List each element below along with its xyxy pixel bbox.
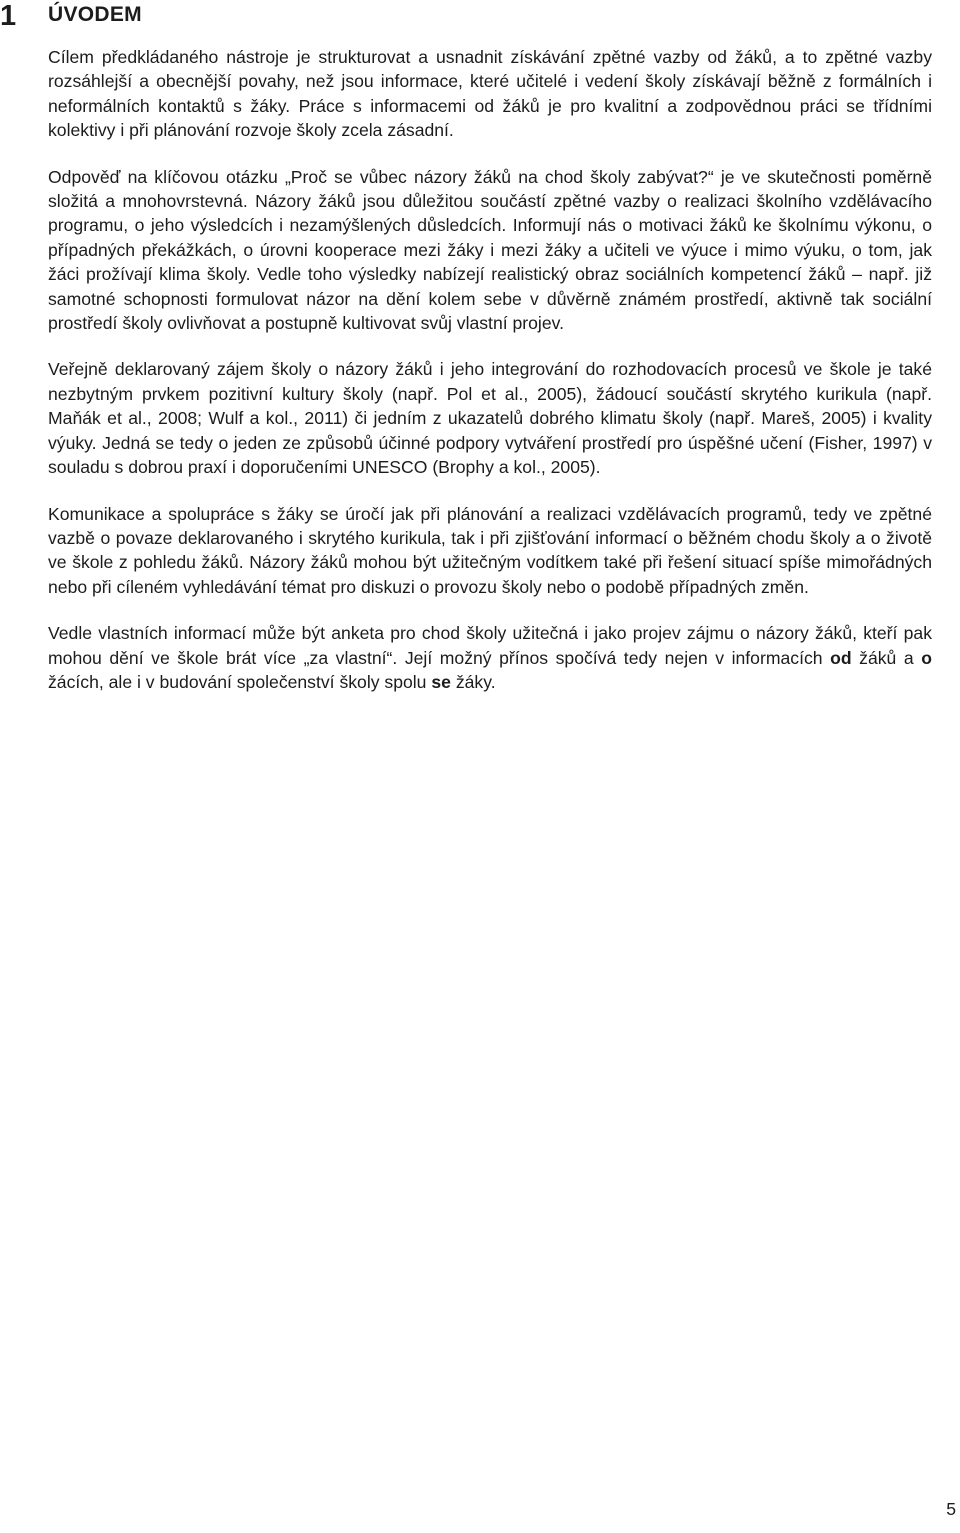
page-number: 5	[946, 1499, 956, 1519]
text-segment: žáky.	[450, 671, 496, 692]
emphasis-se: se	[431, 671, 451, 692]
paragraph-school-culture: Veřejně deklarovaný zájem školy o názory žáků i jeho integrování do rozhodovacích procesů ve škole je také nezbytným prvkem pozitivní kultury školy (např. Pol et al., 2005), žádoucí součástí skrytého kurikula (např. Maňák et al., 2008; Wulf a kol., 2011) či jedním z ukazatelů dobrého klimatu školy (např. Mareš, 2005) i kvality výuky. Jedná se tedy o jeden ze způsobů účinné podpory vytváření prostředí pro úspěšné učení (Fisher, 1997) v souladu s dobrou praxí i doporučeními UNESCO (Brophy a kol., 2005).	[48, 359, 932, 478]
paragraph-key-question: Odpověď na klíčovou otázku „Proč se vůbec názory žáků na chod školy zabývat?“ je ve skutečnosti poměrně složitá a mnohovrstevná. Názory žáků jsou důležitou součástí zpětné vazby o realizaci školního vzdělávacího programu, o jeho výsledcích i nezamýšlených důsledcích. Informují nás o motivaci žáků ke školnímu výkonu, o případných překážkách, o úrovni kooperace mezi žáky i mezi žáky a učiteli ve výuce i mimo výuku, o tom, jak žáci prožívají klima školy. Vedle toho výsledky nabízejí realistický obraz sociálních kompetencí žáků – např. již samotné schopnosti formulovat názor na dění kolem sebe v důvěrně známém prostředí, aktivně tak sociální prostředí školy ovlivňovat a postupně kultivovat svůj vlastní projev.	[48, 166, 932, 334]
emphasis-od: od	[830, 647, 852, 668]
paragraph-survey-benefit	[48, 621, 932, 694]
chapter-body	[48, 45, 932, 716]
chapter-title: ÚVODEM	[48, 3, 142, 26]
text-segment: Vedle vlastních informací může být anketa pro chod školy užitečná i jako projev zájmu o názory žáků, kteří pak mohou dění ve škole brát více „za vlastní“. Její možný přínos spočívá tedy nejen v informacích	[48, 623, 932, 668]
paragraph-intro: Cílem předkládaného nástroje je strukturovat a usnadnit získávání zpětné vazby od žáků, a to zpětné vazby rozsáhlejší a obecnější povahy, než jsou informace, které učitelé i vedení školy získávají běžně z formálních i neformálních kontaktů s žáky. Práce s informacemi od žáků je pro kvalitní a zodpovědnou práci se třídními kolektivy i při plánování rozvoje školy zcela zásadní.	[48, 47, 932, 141]
paragraph-communication: Komunikace a spolupráce s žáky se úročí jak při plánování a realizaci vzdělávacích programů, tedy ve zpětné vazbě o povaze deklarovaného i skrytého kurikula, tak i při zjišťování informací o běžném chodu školy a o životě ve škole z pohledu žáků. Názory žáků mohou být užitečným vodítkem také při řešení situací spíše mimořádných nebo při cíleném vyhledávání témat pro diskuzi o provozu školy nebo o podobě případných změn.	[48, 503, 932, 597]
emphasis-o: o	[921, 647, 932, 668]
chapter-number: 1	[0, 0, 17, 32]
text-segment: žáků a	[851, 647, 922, 668]
text-segment: žácích, ale i v budování společenství školy spolu	[48, 671, 432, 692]
